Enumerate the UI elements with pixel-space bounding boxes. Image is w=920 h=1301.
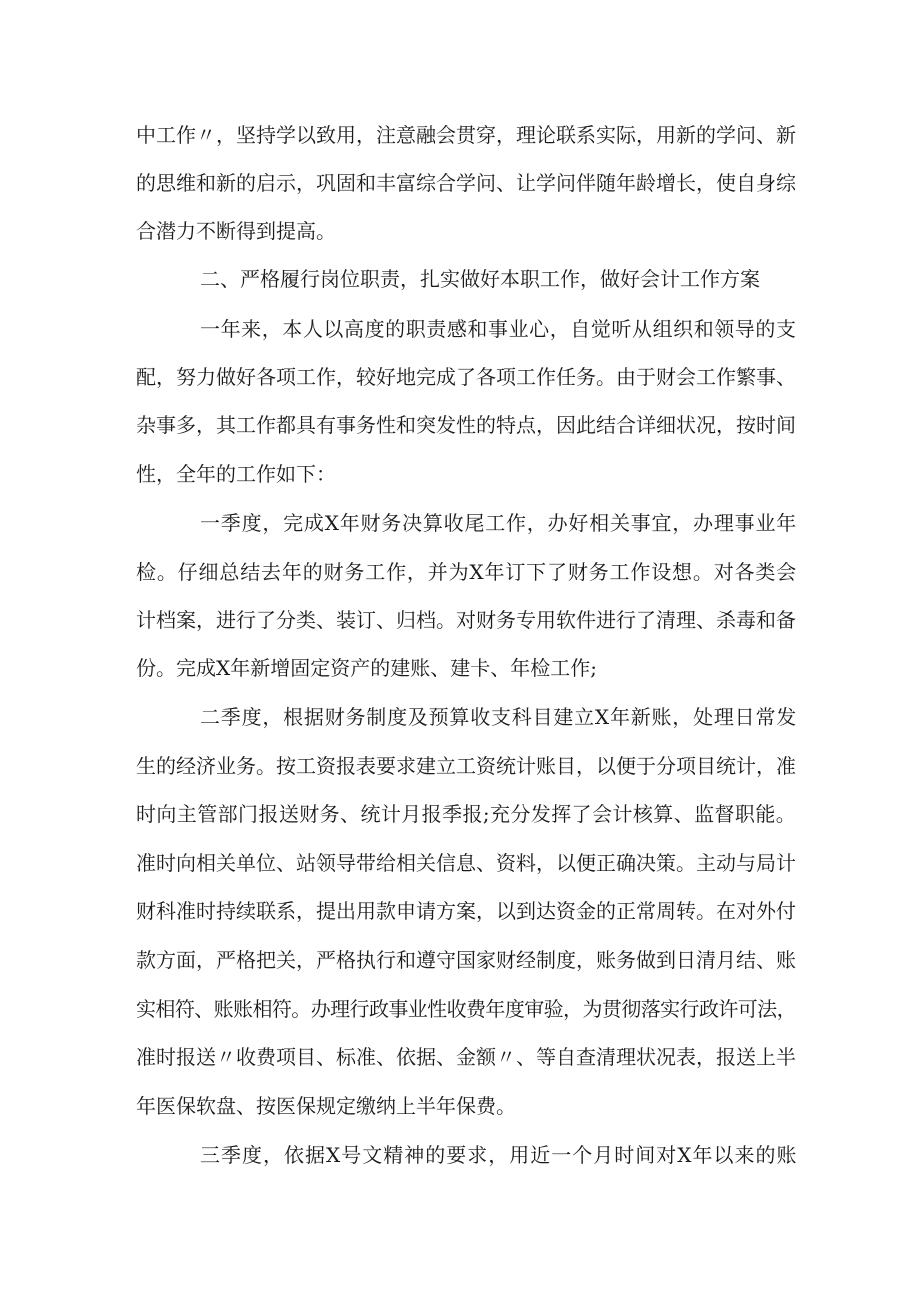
text-line: 计档案，进行了分类、装订、归档。对财务专用软件进行了清理、杀毒和备 — [136, 608, 796, 632]
text-line: 时向主管部门报送财务、统计月报季报;充分发挥了会计核算、监督职能。 — [136, 802, 797, 826]
text-line: 准时向相关单位、站领导带给相关信息、资料，以便正确决策。主动与局计 — [136, 851, 796, 875]
text-line: 中工作〃，坚持学以致用，注意融会贯穿，理论联系实际，用新的学问、新 — [136, 123, 796, 147]
text-line: 的思维和新的启示，巩固和丰富综合学问、让学问伴随年龄增长，使自身综 — [136, 171, 796, 195]
text-line: 一季度，完成X年财务决算收尾工作，办好相关事宜，办理事业年 — [200, 511, 798, 535]
text-line: 配，努力做好各项工作，较好地完成了各项工作任务。由于财会工作繁事、 — [136, 365, 796, 389]
text-line: 款方面，严格把关，严格执行和遵守国家财经制度，账务做到日清月结、账 — [136, 948, 796, 972]
text-line: 三季度，依据X号文精神的要求，用近一个月时间对X年以来的账 — [200, 1143, 798, 1167]
text-line: 二季度，根据财务制度及预算收支科目建立X年新账，处理日常发 — [200, 705, 798, 729]
text-line: 生的经济业务。按工资报表要求建立工资统计账目，以便于分项目统计，准 — [136, 754, 796, 778]
text-line: 准时报送〃收费项目、标准、依据、金额〃、等自查清理状况表，报送上半 — [136, 1045, 796, 1069]
text-line: 年医保软盘、按医保规定缴纳上半年保费。 — [136, 1094, 516, 1118]
text-line: 财科准时持续联系，提出用款申请方案，以到达资金的正常周转。在对外付 — [136, 899, 796, 923]
text-line: 合潜力不断得到提高。 — [136, 219, 336, 243]
text-line: 一年来，本人以高度的职责感和事业心，自觉听从组织和领导的支 — [200, 317, 797, 341]
text-line: 性，全年的工作如下： — [136, 462, 336, 486]
text-line: 份。完成X年新增固定资产的建账、建卡、年检工作; — [136, 656, 597, 680]
section-heading: 二、严格履行岗位职责，扎实做好本职工作，做好会计工作方案 — [200, 267, 760, 291]
text-line: 实相符、账账相符。办理行政事业性收费年度审验，为贯彻落实行政许可法， — [136, 997, 796, 1021]
text-line: 检。仔细总结去年的财务工作，并为X年订下了财务工作设想。对各类会 — [136, 560, 798, 584]
text-line: 杂事多，其工作都具有事务性和突发性的特点，因此结合详细状况，按时间 — [136, 413, 796, 437]
